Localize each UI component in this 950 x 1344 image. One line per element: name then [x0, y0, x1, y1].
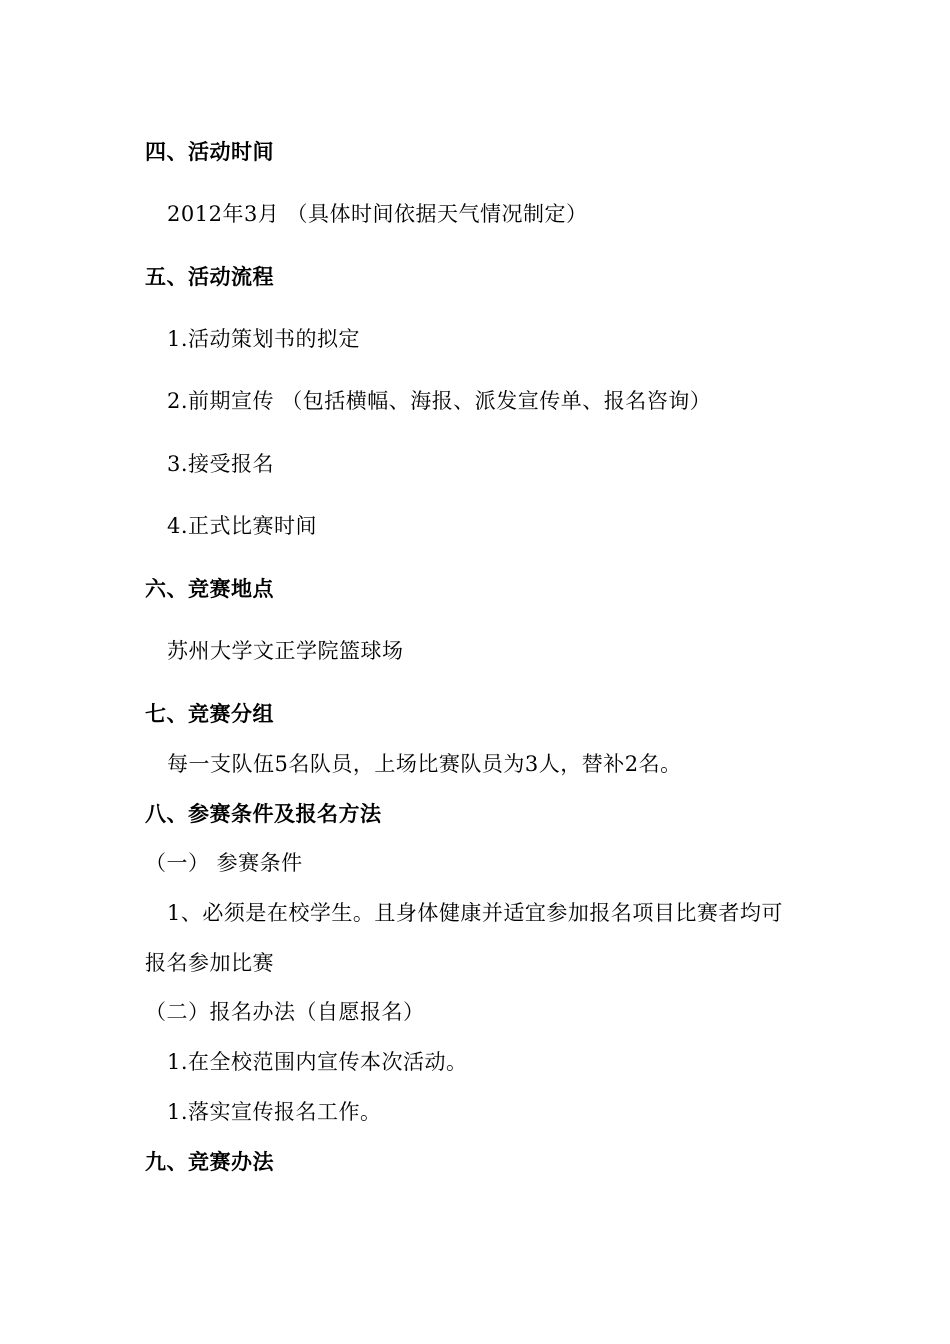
section-heading-activity-time: 四、活动时间: [145, 140, 274, 164]
section-heading-venue: 六、竞赛地点: [145, 577, 274, 601]
section-heading-eligibility-registration: 八、参赛条件及报名方法: [145, 802, 382, 826]
section-heading-grouping: 七、竞赛分组: [145, 702, 274, 726]
activity-time-text: 2012年3月 （具体时间依据天气情况制定）: [167, 202, 588, 226]
registration-item-1: 1.在全校范围内宣传本次活动。: [167, 1050, 468, 1074]
eligibility-item-line-1: 1、必须是在校学生。且身体健康并适宜参加报名项目比赛者均可: [167, 901, 783, 925]
flow-step-1: 1.活动策划书的拟定: [167, 327, 361, 351]
eligibility-item-line-2: 报名参加比赛: [145, 951, 274, 975]
subsection-title-eligibility: （一） 参赛条件: [145, 851, 303, 875]
flow-step-2: 2.前期宣传 （包括横幅、海报、派发宣传单、报名咨询）: [167, 389, 712, 413]
venue-text: 苏州大学文正学院篮球场: [167, 639, 404, 663]
flow-step-3: 3.接受报名: [167, 452, 275, 476]
subsection-title-registration: （二）报名办法（自愿报名）: [145, 1000, 425, 1024]
section-heading-competition-rules: 九、竞赛办法: [145, 1150, 274, 1174]
registration-item-2: 1.落实宣传报名工作。: [167, 1100, 382, 1124]
section-heading-activity-flow: 五、活动流程: [145, 265, 274, 289]
flow-step-4: 4.正式比赛时间: [167, 514, 318, 538]
grouping-text: 每一支队伍5名队员，上场比赛队员为3人，替补2名。: [167, 752, 682, 776]
